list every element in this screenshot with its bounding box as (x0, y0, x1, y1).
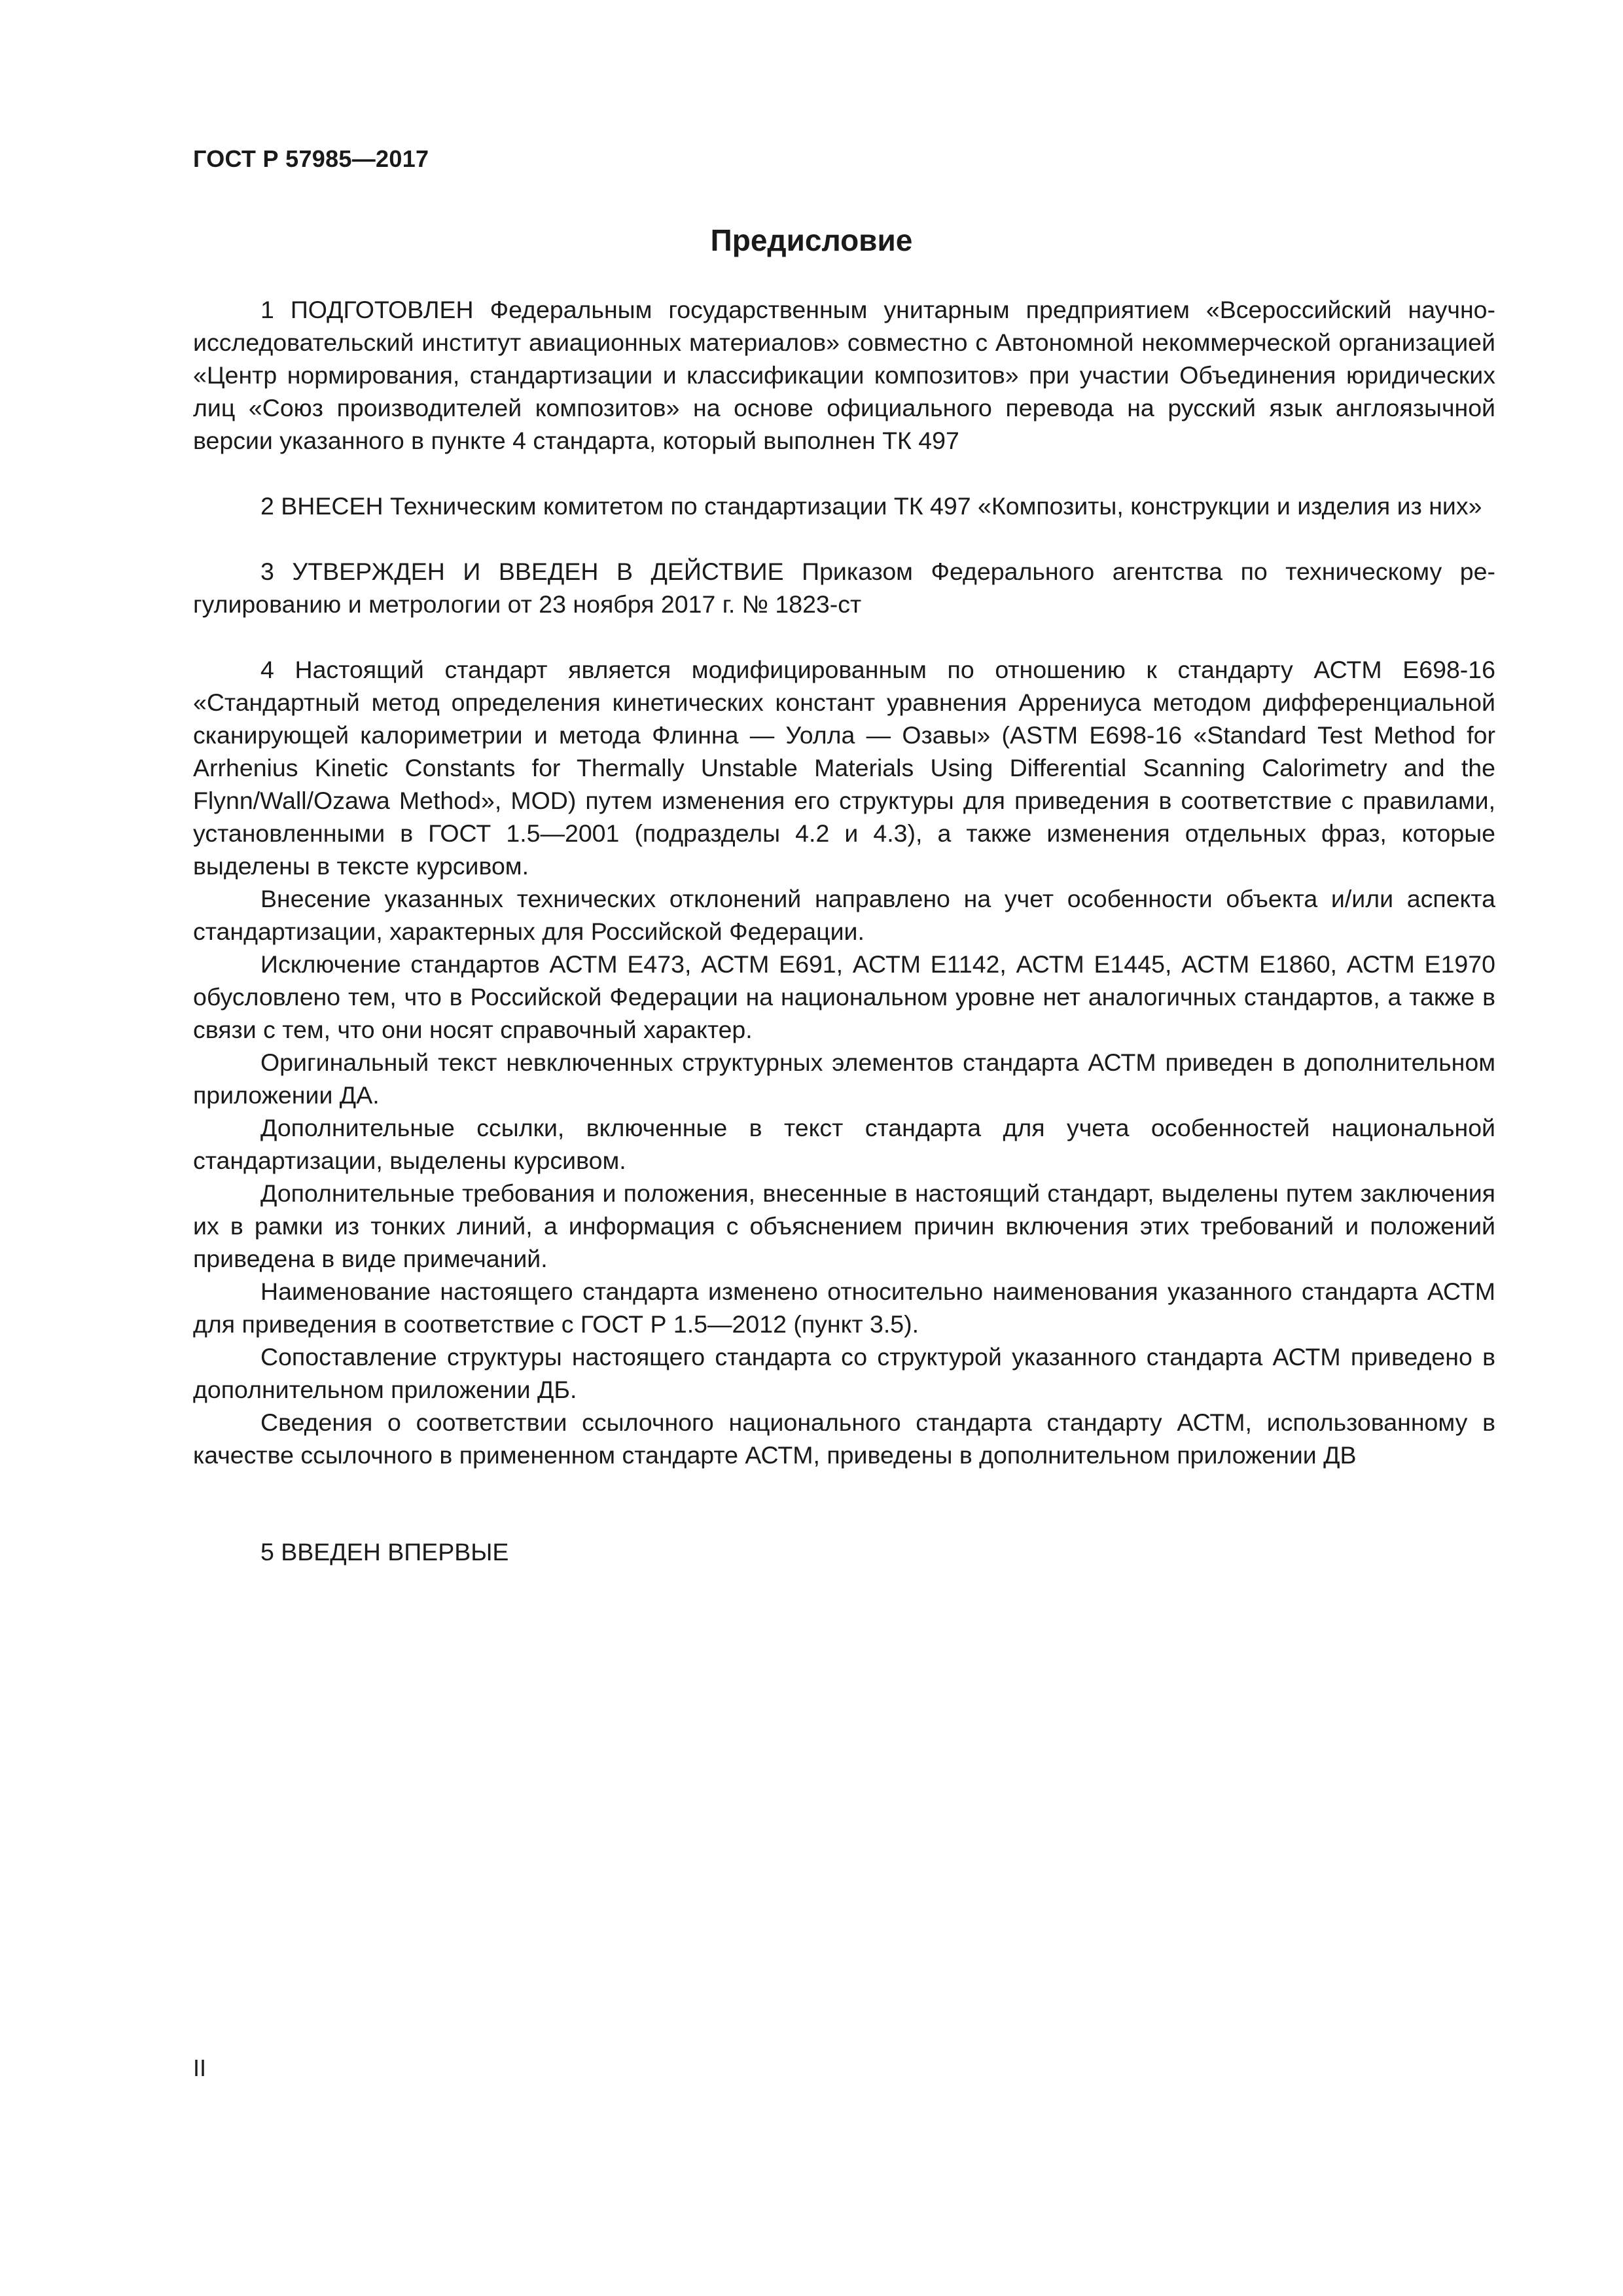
foreword-item-4: 4 Настоящий стандарт является модифицированным по отношению к стандарту АСТМ Е698-16 «Стандартный метод определения кинетических констант уравнения Аррениуса методом дифференциальной сканирующей калориметрии и метода Флинна — Уолла — Озавы» (ASTM E698-16 «Standard Test Method for Arrhenius Kinetic Constants for Thermally Unstable Materials Using Differential Scanning Calorimetry and the Flynn/Wall/Ozawa Method», MOD) путем изменения его структуры для приведения в соответствие с правилами, установленными в ГОСТ 1.5—2001 (подразделы 4.2 и 4.3), а также изменения отдельных фраз, которые выделены в тексте курсивом. (193, 656, 1495, 880)
foreword-item-2: 2 ВНЕСЕН Техническим комитетом по стандартизации ТК 497 «Композиты, конструкции и изделия из них» (260, 492, 1482, 520)
foreword-item-1: 1 ПОДГОТОВЛЕН Федеральным государственным унитарным предприятием «Всероссийский научно-исследовательский институт авиационных материалов» совместно с Автономной некоммерческой организацией «Центр нормирования, стандартизации и классификации композитов» при участии Объединения юридических лиц «Союз производителей композитов» на основе официального перевода на русский язык англоязычной версии указанного в пункте 4 стандарта, который выполнен ТК 497 (193, 296, 1495, 454)
foreword-body (193, 293, 1495, 1568)
foreword-item-4-para-4: Оригинальный текст невключенных структурных элементов стандарта АСТМ приведен в дополнительном приложении ДА. (193, 1049, 1495, 1109)
foreword-item-4-para-9: Сведения о соответствии ссылочного национального стандарта стандарту АСТМ, использованному в качестве ссылочного в примененном стандарте АСТМ, приведены в дополнительном приложении ДВ (193, 1408, 1495, 1469)
foreword-item-4-para-3: Исключение стандартов АСТМ Е473, АСТМ Е691, АСТМ Е1142, АСТМ Е1445, АСТМ Е1860, АСТМ Е1970 обусловлено тем, что в Российской Федерации на национальном уровне нет аналогичных стандартов, а также в связи с тем, что они носят справочный характер. (193, 950, 1495, 1043)
page-number: II (193, 2054, 207, 2081)
foreword-item-4-para-8: Сопоставление структуры настоящего стандарта со структурой указанного стандарта АСТМ приведено в дополнительном приложении ДБ. (193, 1343, 1495, 1403)
document-code-header: ГОСТ Р 57985—2017 (193, 145, 429, 172)
foreword-item-4-para-2: Внесение указанных технических отклонений направлено на учет особенности объекта и/или аспекта стандартизации, характерных для Российской Федерации. (193, 885, 1495, 945)
page-title: Предисловие (710, 223, 913, 257)
foreword-item-4-para-6: Дополнительные требования и положения, внесенные в настоящий стандарт, выделены путем заключения их в рамки из тонких линий, а информация с объяснением причин включения этих требований и положений приведена в виде примечаний. (193, 1179, 1495, 1272)
foreword-item-3: 3 УТВЕРЖДЕН И ВВЕДЕН В ДЕЙСТВИЕ Приказом Федерального агентства по техническому регулированию и метрологии от 23 ноября 2017 г. № 1823-ст (193, 558, 1495, 618)
foreword-item-5: 5 ВВЕДЕН ВПЕРВЫЕ (260, 1538, 509, 1566)
foreword-item-4-para-5: Дополнительные ссылки, включенные в текст стандарта для учета особенностей национальной стандартизации, выделены курсивом. (193, 1114, 1495, 1174)
foreword-item-4-para-7: Наименование настоящего стандарта изменено относительно наименования указанного стандарта АСТМ для приведения в соответствие с ГОСТ Р 1.5—2012 (пункт 3.5). (193, 1278, 1495, 1338)
